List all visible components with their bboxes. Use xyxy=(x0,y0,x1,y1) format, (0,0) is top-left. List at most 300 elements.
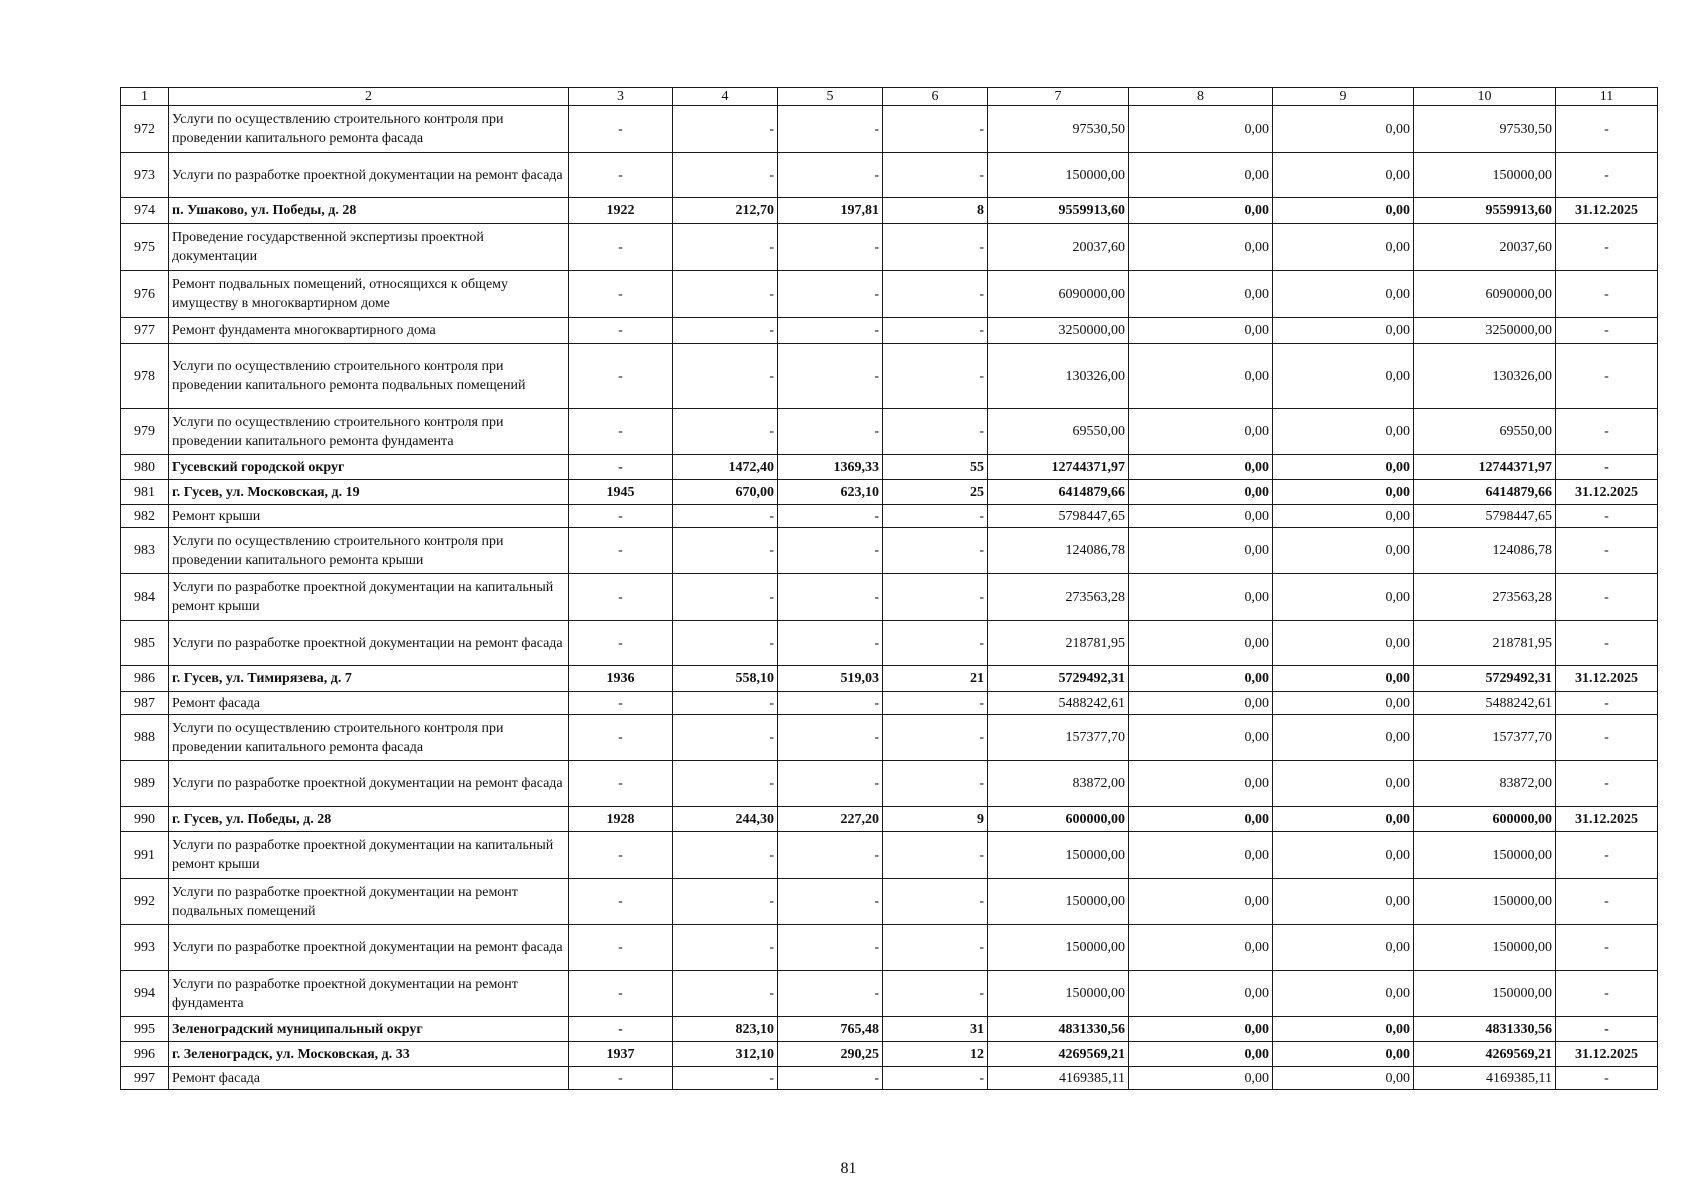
row-number-cell: 986 xyxy=(121,666,169,692)
row-number-cell: 992 xyxy=(121,879,169,925)
cost-federal-cell: 0,00 xyxy=(1129,925,1273,971)
cost-federal-cell: 0,00 xyxy=(1129,198,1273,224)
cost-federal-cell: 0,00 xyxy=(1129,574,1273,621)
work-name-cell: Зеленоградский муниципальный округ xyxy=(169,1017,569,1042)
year-cell: - xyxy=(569,106,673,153)
deadline-cell: - xyxy=(1556,879,1658,925)
deadline-cell: - xyxy=(1556,344,1658,409)
cost-regional-cell: 0,00 xyxy=(1273,198,1414,224)
cost-regional-cell: 0,00 xyxy=(1273,807,1414,832)
cost-owners-cell: 150000,00 xyxy=(1414,971,1556,1017)
area-living-cell: - xyxy=(778,505,883,528)
work-name-cell: Услуги по осуществлению строительного контроля при проведении капитального ремонта фасада xyxy=(169,106,569,153)
area-total-cell: 1472,40 xyxy=(673,455,778,480)
residents-cell: - xyxy=(883,621,988,666)
cost-regional-cell: 0,00 xyxy=(1273,715,1414,761)
table-row xyxy=(121,692,1658,715)
deadline-cell: - xyxy=(1556,455,1658,480)
area-total-cell: 823,10 xyxy=(673,1017,778,1042)
row-number-cell: 977 xyxy=(121,318,169,344)
year-cell: 1928 xyxy=(569,807,673,832)
residents-cell: - xyxy=(883,106,988,153)
deadline-cell: - xyxy=(1556,224,1658,271)
cost-total-cell: 273563,28 xyxy=(988,574,1129,621)
cost-federal-cell: 0,00 xyxy=(1129,621,1273,666)
area-living-cell: - xyxy=(778,879,883,925)
cost-regional-cell: 0,00 xyxy=(1273,971,1414,1017)
residents-cell: 8 xyxy=(883,198,988,224)
cost-regional-cell: 0,00 xyxy=(1273,1017,1414,1042)
cost-total-cell: 69550,00 xyxy=(988,409,1129,455)
deadline-cell: - xyxy=(1556,692,1658,715)
work-name-cell: Ремонт подвальных помещений, относящихся к общему имуществу в многоквартирном доме xyxy=(169,271,569,318)
deadline-cell: - xyxy=(1556,271,1658,318)
table-row xyxy=(121,621,1658,666)
cost-regional-cell: 0,00 xyxy=(1273,344,1414,409)
residents-cell: - xyxy=(883,409,988,455)
deadline-cell: - xyxy=(1556,621,1658,666)
work-name-cell: Услуги по осуществлению строительного контроля при проведении капитального ремонта подвальных помещений xyxy=(169,344,569,409)
cost-owners-cell: 124086,78 xyxy=(1414,528,1556,574)
cost-total-cell: 5798447,65 xyxy=(988,505,1129,528)
row-number-cell: 974 xyxy=(121,198,169,224)
area-total-cell: - xyxy=(673,409,778,455)
table-row xyxy=(121,528,1658,574)
cost-owners-cell: 130326,00 xyxy=(1414,344,1556,409)
table-row xyxy=(121,224,1658,271)
data-table xyxy=(120,87,1658,1090)
work-name-cell: Услуги по разработке проектной документации на ремонт подвальных помещений xyxy=(169,879,569,925)
row-number-cell: 993 xyxy=(121,925,169,971)
cost-federal-cell: 0,00 xyxy=(1129,715,1273,761)
area-total-cell: 670,00 xyxy=(673,480,778,505)
deadline-cell: - xyxy=(1556,318,1658,344)
cost-regional-cell: 0,00 xyxy=(1273,761,1414,807)
cost-owners-cell: 83872,00 xyxy=(1414,761,1556,807)
work-name-cell: Услуги по разработке проектной документации на ремонт фасада xyxy=(169,761,569,807)
area-living-cell: - xyxy=(778,925,883,971)
cost-total-cell: 9559913,60 xyxy=(988,198,1129,224)
cost-regional-cell: 0,00 xyxy=(1273,925,1414,971)
row-number-cell: 984 xyxy=(121,574,169,621)
row-number-cell: 996 xyxy=(121,1042,169,1067)
table-row xyxy=(121,925,1658,971)
row-number-cell: 983 xyxy=(121,528,169,574)
cost-total-cell: 6090000,00 xyxy=(988,271,1129,318)
table-row xyxy=(121,879,1658,925)
cost-owners-cell: 4169385,11 xyxy=(1414,1067,1556,1090)
work-name-cell: Ремонт фундамента многоквартирного дома xyxy=(169,318,569,344)
cost-regional-cell: 0,00 xyxy=(1273,879,1414,925)
area-living-cell: 290,25 xyxy=(778,1042,883,1067)
area-total-cell: - xyxy=(673,621,778,666)
work-name-cell: г. Гусев, ул. Победы, д. 28 xyxy=(169,807,569,832)
cost-total-cell: 124086,78 xyxy=(988,528,1129,574)
object-summary-row xyxy=(121,455,1658,480)
area-total-cell: - xyxy=(673,1067,778,1090)
cost-total-cell: 4269569,21 xyxy=(988,1042,1129,1067)
deadline-cell: - xyxy=(1556,106,1658,153)
deadline-cell: 31.12.2025 xyxy=(1556,198,1658,224)
cost-regional-cell: 0,00 xyxy=(1273,528,1414,574)
area-living-cell: 623,10 xyxy=(778,480,883,505)
cost-owners-cell: 6090000,00 xyxy=(1414,271,1556,318)
cost-federal-cell: 0,00 xyxy=(1129,344,1273,409)
year-cell: - xyxy=(569,505,673,528)
cost-owners-cell: 5488242,61 xyxy=(1414,692,1556,715)
cost-owners-cell: 20037,60 xyxy=(1414,224,1556,271)
cost-owners-cell: 150000,00 xyxy=(1414,879,1556,925)
row-number-cell: 980 xyxy=(121,455,169,480)
header-cell: 10 xyxy=(1414,88,1556,106)
work-name-cell: Ремонт крыши xyxy=(169,505,569,528)
cost-federal-cell: 0,00 xyxy=(1129,271,1273,318)
residents-cell: - xyxy=(883,271,988,318)
year-cell: - xyxy=(569,409,673,455)
cost-owners-cell: 150000,00 xyxy=(1414,832,1556,879)
cost-owners-cell: 3250000,00 xyxy=(1414,318,1556,344)
area-living-cell: - xyxy=(778,528,883,574)
header-cell: 11 xyxy=(1556,88,1658,106)
cost-total-cell: 97530,50 xyxy=(988,106,1129,153)
header-cell: 3 xyxy=(569,88,673,106)
object-summary-row xyxy=(121,480,1658,505)
cost-regional-cell: 0,00 xyxy=(1273,318,1414,344)
work-name-cell: Гусевский городской округ xyxy=(169,455,569,480)
deadline-cell: - xyxy=(1556,153,1658,198)
deadline-cell: 31.12.2025 xyxy=(1556,480,1658,505)
year-cell: 1936 xyxy=(569,666,673,692)
cost-total-cell: 150000,00 xyxy=(988,153,1129,198)
deadline-cell: - xyxy=(1556,761,1658,807)
cost-total-cell: 218781,95 xyxy=(988,621,1129,666)
residents-cell: - xyxy=(883,528,988,574)
year-cell: - xyxy=(569,1017,673,1042)
table-row xyxy=(121,761,1658,807)
table-row xyxy=(121,574,1658,621)
cost-federal-cell: 0,00 xyxy=(1129,879,1273,925)
area-total-cell: - xyxy=(673,318,778,344)
header-cell: 1 xyxy=(121,88,169,106)
residents-cell: 55 xyxy=(883,455,988,480)
work-name-cell: Услуги по разработке проектной документации на ремонт фасада xyxy=(169,621,569,666)
residents-cell: 31 xyxy=(883,1017,988,1042)
cost-owners-cell: 97530,50 xyxy=(1414,106,1556,153)
work-name-cell: г. Зеленоградск, ул. Московская, д. 33 xyxy=(169,1042,569,1067)
row-number-cell: 988 xyxy=(121,715,169,761)
year-cell: - xyxy=(569,153,673,198)
residents-cell: 9 xyxy=(883,807,988,832)
cost-total-cell: 3250000,00 xyxy=(988,318,1129,344)
row-number-cell: 990 xyxy=(121,807,169,832)
work-name-cell: Ремонт фасада xyxy=(169,692,569,715)
cost-regional-cell: 0,00 xyxy=(1273,480,1414,505)
cost-federal-cell: 0,00 xyxy=(1129,761,1273,807)
row-number-cell: 995 xyxy=(121,1017,169,1042)
header-cell: 2 xyxy=(169,88,569,106)
area-living-cell: - xyxy=(778,692,883,715)
residents-cell: - xyxy=(883,761,988,807)
area-total-cell: - xyxy=(673,224,778,271)
deadline-cell: - xyxy=(1556,409,1658,455)
cost-owners-cell: 273563,28 xyxy=(1414,574,1556,621)
deadline-cell: 31.12.2025 xyxy=(1556,1042,1658,1067)
column-number-header-row xyxy=(121,88,1658,106)
area-living-cell: - xyxy=(778,153,883,198)
cost-regional-cell: 0,00 xyxy=(1273,621,1414,666)
deadline-cell: - xyxy=(1556,528,1658,574)
cost-owners-cell: 12744371,97 xyxy=(1414,455,1556,480)
row-number-cell: 982 xyxy=(121,505,169,528)
residents-cell: 21 xyxy=(883,666,988,692)
cost-owners-cell: 600000,00 xyxy=(1414,807,1556,832)
cost-owners-cell: 4831330,56 xyxy=(1414,1017,1556,1042)
area-total-cell: 558,10 xyxy=(673,666,778,692)
table-row xyxy=(121,271,1658,318)
year-cell: - xyxy=(569,879,673,925)
cost-total-cell: 157377,70 xyxy=(988,715,1129,761)
residents-cell: - xyxy=(883,574,988,621)
deadline-cell: - xyxy=(1556,1067,1658,1090)
year-cell: 1922 xyxy=(569,198,673,224)
residents-cell: - xyxy=(883,925,988,971)
deadline-cell: 31.12.2025 xyxy=(1556,666,1658,692)
cost-federal-cell: 0,00 xyxy=(1129,505,1273,528)
work-name-cell: Проведение государственной экспертизы проектной документации xyxy=(169,224,569,271)
cost-total-cell: 6414879,66 xyxy=(988,480,1129,505)
cost-total-cell: 83872,00 xyxy=(988,761,1129,807)
cost-owners-cell: 150000,00 xyxy=(1414,153,1556,198)
year-cell: 1945 xyxy=(569,480,673,505)
area-living-cell: 227,20 xyxy=(778,807,883,832)
row-number-cell: 989 xyxy=(121,761,169,807)
cost-owners-cell: 6414879,66 xyxy=(1414,480,1556,505)
year-cell: - xyxy=(569,832,673,879)
area-living-cell: - xyxy=(778,971,883,1017)
residents-cell: - xyxy=(883,832,988,879)
work-name-cell: п. Ушаково, ул. Победы, д. 28 xyxy=(169,198,569,224)
header-cell: 4 xyxy=(673,88,778,106)
cost-federal-cell: 0,00 xyxy=(1129,692,1273,715)
cost-federal-cell: 0,00 xyxy=(1129,1017,1273,1042)
cost-total-cell: 5488242,61 xyxy=(988,692,1129,715)
cost-owners-cell: 157377,70 xyxy=(1414,715,1556,761)
residents-cell: - xyxy=(883,879,988,925)
cost-regional-cell: 0,00 xyxy=(1273,574,1414,621)
table-body xyxy=(121,88,1658,1090)
cost-total-cell: 150000,00 xyxy=(988,925,1129,971)
cost-regional-cell: 0,00 xyxy=(1273,106,1414,153)
residents-cell: - xyxy=(883,153,988,198)
residents-cell: - xyxy=(883,224,988,271)
year-cell: - xyxy=(569,455,673,480)
cost-owners-cell: 150000,00 xyxy=(1414,925,1556,971)
residents-cell: 25 xyxy=(883,480,988,505)
area-living-cell: - xyxy=(778,832,883,879)
work-name-cell: Услуги по разработке проектной документации на ремонт фасада xyxy=(169,153,569,198)
cost-regional-cell: 0,00 xyxy=(1273,666,1414,692)
cost-owners-cell: 9559913,60 xyxy=(1414,198,1556,224)
object-summary-row xyxy=(121,198,1658,224)
residents-cell: - xyxy=(883,344,988,409)
cost-total-cell: 12744371,97 xyxy=(988,455,1129,480)
work-name-cell: Ремонт фасада xyxy=(169,1067,569,1090)
row-number-cell: 979 xyxy=(121,409,169,455)
object-summary-row xyxy=(121,666,1658,692)
table-row xyxy=(121,318,1658,344)
year-cell: - xyxy=(569,692,673,715)
year-cell: - xyxy=(569,528,673,574)
cost-regional-cell: 0,00 xyxy=(1273,455,1414,480)
row-number-cell: 981 xyxy=(121,480,169,505)
cost-owners-cell: 5729492,31 xyxy=(1414,666,1556,692)
area-total-cell: - xyxy=(673,153,778,198)
work-name-cell: Услуги по разработке проектной документации на ремонт фасада xyxy=(169,925,569,971)
deadline-cell: 31.12.2025 xyxy=(1556,807,1658,832)
area-living-cell: - xyxy=(778,271,883,318)
work-name-cell: Услуги по разработке проектной документации на капитальный ремонт крыши xyxy=(169,832,569,879)
row-number-cell: 976 xyxy=(121,271,169,318)
cost-owners-cell: 69550,00 xyxy=(1414,409,1556,455)
cost-federal-cell: 0,00 xyxy=(1129,1067,1273,1090)
table-row xyxy=(121,832,1658,879)
area-living-cell: - xyxy=(778,344,883,409)
area-total-cell: 212,70 xyxy=(673,198,778,224)
year-cell: - xyxy=(569,271,673,318)
table-row xyxy=(121,106,1658,153)
object-summary-row xyxy=(121,1017,1658,1042)
work-name-cell: Услуги по осуществлению строительного контроля при проведении капитального ремонта крыши xyxy=(169,528,569,574)
cost-regional-cell: 0,00 xyxy=(1273,1067,1414,1090)
area-total-cell: - xyxy=(673,505,778,528)
table-row xyxy=(121,505,1658,528)
deadline-cell: - xyxy=(1556,505,1658,528)
area-total-cell: - xyxy=(673,832,778,879)
work-name-cell: Услуги по осуществлению строительного контроля при проведении капитального ремонта фасада xyxy=(169,715,569,761)
row-number-cell: 978 xyxy=(121,344,169,409)
area-total-cell: - xyxy=(673,971,778,1017)
year-cell: - xyxy=(569,344,673,409)
area-total-cell: 312,10 xyxy=(673,1042,778,1067)
area-living-cell: - xyxy=(778,106,883,153)
cost-regional-cell: 0,00 xyxy=(1273,409,1414,455)
cost-regional-cell: 0,00 xyxy=(1273,1042,1414,1067)
year-cell: - xyxy=(569,1067,673,1090)
row-number-cell: 975 xyxy=(121,224,169,271)
row-number-cell: 991 xyxy=(121,832,169,879)
cost-total-cell: 5729492,31 xyxy=(988,666,1129,692)
table-row xyxy=(121,1067,1658,1090)
area-total-cell: - xyxy=(673,692,778,715)
residents-cell: - xyxy=(883,505,988,528)
cost-federal-cell: 0,00 xyxy=(1129,318,1273,344)
work-name-cell: Услуги по осуществлению строительного контроля при проведении капитального ремонта фундамента xyxy=(169,409,569,455)
cost-federal-cell: 0,00 xyxy=(1129,807,1273,832)
area-total-cell: - xyxy=(673,271,778,318)
year-cell: 1937 xyxy=(569,1042,673,1067)
cost-federal-cell: 0,00 xyxy=(1129,224,1273,271)
cost-total-cell: 150000,00 xyxy=(988,879,1129,925)
year-cell: - xyxy=(569,715,673,761)
table-row xyxy=(121,153,1658,198)
area-living-cell: - xyxy=(778,574,883,621)
year-cell: - xyxy=(569,318,673,344)
area-total-cell: - xyxy=(673,574,778,621)
cost-federal-cell: 0,00 xyxy=(1129,666,1273,692)
cost-federal-cell: 0,00 xyxy=(1129,153,1273,198)
area-living-cell: 1369,33 xyxy=(778,455,883,480)
area-total-cell: 244,30 xyxy=(673,807,778,832)
area-total-cell: - xyxy=(673,715,778,761)
cost-federal-cell: 0,00 xyxy=(1129,455,1273,480)
header-cell: 7 xyxy=(988,88,1129,106)
area-living-cell: 519,03 xyxy=(778,666,883,692)
area-living-cell: - xyxy=(778,761,883,807)
cost-regional-cell: 0,00 xyxy=(1273,271,1414,318)
header-cell: 6 xyxy=(883,88,988,106)
header-cell: 5 xyxy=(778,88,883,106)
cost-federal-cell: 0,00 xyxy=(1129,1042,1273,1067)
cost-total-cell: 600000,00 xyxy=(988,807,1129,832)
page-number: 81 xyxy=(840,1160,857,1177)
row-number-cell: 972 xyxy=(121,106,169,153)
area-total-cell: - xyxy=(673,761,778,807)
deadline-cell: - xyxy=(1556,925,1658,971)
area-living-cell: 197,81 xyxy=(778,198,883,224)
cost-total-cell: 4831330,56 xyxy=(988,1017,1129,1042)
cost-federal-cell: 0,00 xyxy=(1129,528,1273,574)
row-number-cell: 973 xyxy=(121,153,169,198)
cost-owners-cell: 5798447,65 xyxy=(1414,505,1556,528)
cost-federal-cell: 0,00 xyxy=(1129,409,1273,455)
row-number-cell: 985 xyxy=(121,621,169,666)
cost-total-cell: 20037,60 xyxy=(988,224,1129,271)
row-number-cell: 987 xyxy=(121,692,169,715)
table-row xyxy=(121,715,1658,761)
cost-regional-cell: 0,00 xyxy=(1273,692,1414,715)
residents-cell: - xyxy=(883,692,988,715)
deadline-cell: - xyxy=(1556,1017,1658,1042)
residents-cell: - xyxy=(883,1067,988,1090)
cost-total-cell: 150000,00 xyxy=(988,832,1129,879)
object-summary-row xyxy=(121,807,1658,832)
deadline-cell: - xyxy=(1556,832,1658,879)
table-row xyxy=(121,971,1658,1017)
cost-regional-cell: 0,00 xyxy=(1273,153,1414,198)
year-cell: - xyxy=(569,761,673,807)
area-living-cell: - xyxy=(778,715,883,761)
area-total-cell: - xyxy=(673,344,778,409)
work-name-cell: Услуги по разработке проектной документации на капитальный ремонт крыши xyxy=(169,574,569,621)
area-living-cell: - xyxy=(778,409,883,455)
cost-owners-cell: 218781,95 xyxy=(1414,621,1556,666)
cost-federal-cell: 0,00 xyxy=(1129,106,1273,153)
row-number-cell: 997 xyxy=(121,1067,169,1090)
residents-cell: - xyxy=(883,715,988,761)
cost-total-cell: 130326,00 xyxy=(988,344,1129,409)
table-row xyxy=(121,409,1658,455)
area-total-cell: - xyxy=(673,528,778,574)
object-summary-row xyxy=(121,1042,1658,1067)
cost-total-cell: 4169385,11 xyxy=(988,1067,1129,1090)
area-total-cell: - xyxy=(673,925,778,971)
cost-total-cell: 150000,00 xyxy=(988,971,1129,1017)
area-living-cell: - xyxy=(778,1067,883,1090)
work-name-cell: г. Гусев, ул. Московская, д. 19 xyxy=(169,480,569,505)
area-living-cell: - xyxy=(778,621,883,666)
year-cell: - xyxy=(569,224,673,271)
cost-federal-cell: 0,00 xyxy=(1129,480,1273,505)
